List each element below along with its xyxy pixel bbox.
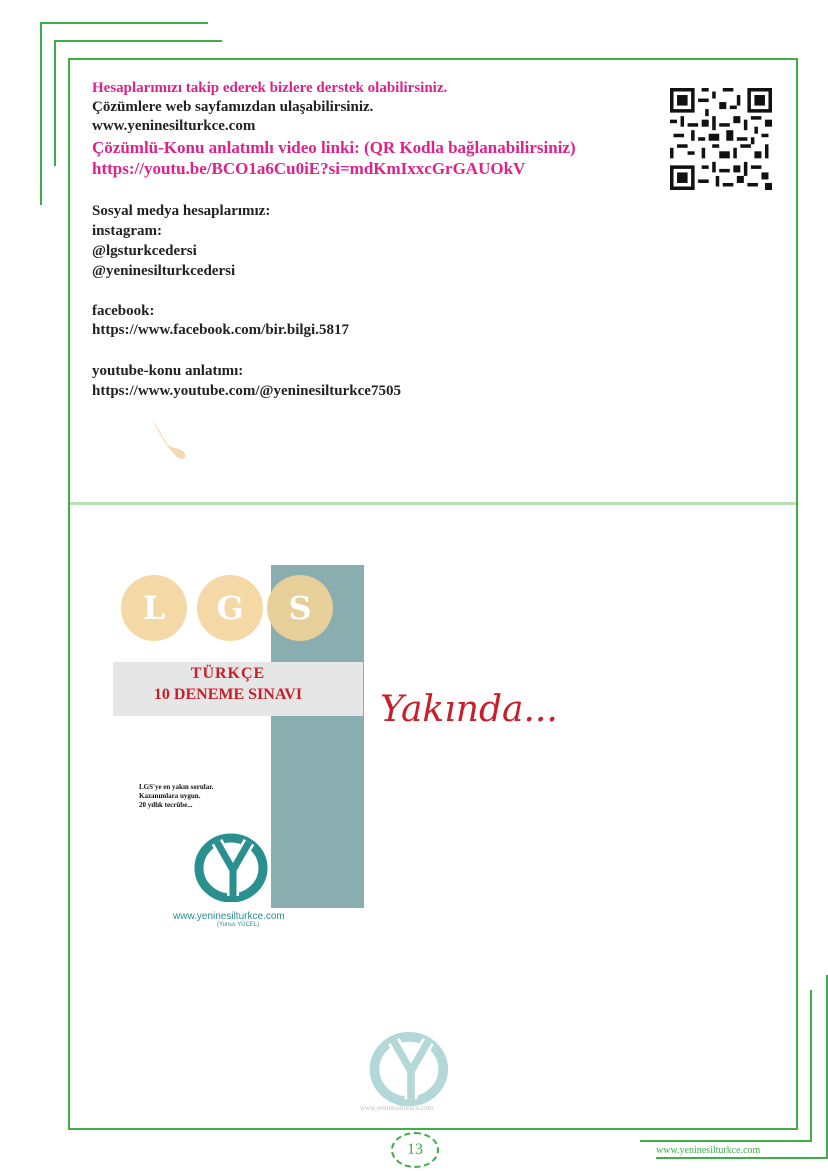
leaf-icon bbox=[148, 416, 192, 462]
facebook-link[interactable]: https://www.facebook.com/bir.bilgi.5817 bbox=[92, 322, 349, 338]
page-number: 13 bbox=[391, 1132, 439, 1168]
frame-outer-left-top bbox=[40, 22, 42, 205]
frame-bottom-outer bbox=[656, 1157, 828, 1159]
youtube-link[interactable]: https://www.youtube.com/@yeninesilturkce7505 bbox=[92, 383, 401, 399]
cover-letter-g: G bbox=[197, 575, 263, 641]
cover-title: TÜRKÇE bbox=[190, 665, 266, 682]
cover-author: (Yunus YÜCEL) bbox=[217, 922, 260, 928]
instagram-handle-1[interactable]: @lgsturkcedersi bbox=[92, 243, 197, 259]
facebook-label: facebook: bbox=[92, 303, 155, 319]
frame-right-short bbox=[810, 990, 812, 1140]
qr-code[interactable] bbox=[670, 88, 772, 190]
cover-tagline: LGS'ye en yakın sorular. Kazanımlara uygun. 20 yıllık tecrübe... bbox=[139, 783, 214, 809]
frame-outer-top bbox=[40, 22, 208, 24]
frame-inner-top-short bbox=[54, 40, 222, 42]
frame-inner-left-short bbox=[54, 40, 56, 166]
cover-letter-l: L bbox=[121, 575, 187, 641]
video-link-label: Çözümlü-Konu anlatımlı video linki: (QR Kodla bağlanabilirsiniz) bbox=[92, 138, 576, 157]
cover-url: www.yeninesilturkce.com bbox=[173, 911, 285, 922]
frame-bottom-short bbox=[640, 1140, 812, 1142]
instagram-label: instagram: bbox=[92, 223, 162, 239]
website-link[interactable]: www.yeninesilturkce.com bbox=[92, 118, 256, 134]
watermark-logo-icon bbox=[368, 1028, 454, 1106]
cover-subtitle: 10 DENEME SINAVI bbox=[153, 686, 303, 703]
section-separator bbox=[70, 502, 796, 505]
coming-soon-text: Yakında... bbox=[380, 689, 558, 730]
solutions-text: Çözümlere web sayfamızdan ulaşabilirsiniz. bbox=[92, 99, 374, 115]
book-cover[interactable] bbox=[113, 562, 365, 942]
follow-text: Hesaplarımızı takip ederek bizlere derstek olabilirsiniz. bbox=[92, 80, 448, 96]
video-link-url[interactable]: https://youtu.be/BCO1a6Cu0iE?si=mdKmIxxcGrGAUOkV bbox=[92, 159, 526, 178]
social-heading: Sosyal medya hesaplarımız: bbox=[92, 203, 271, 219]
cover-letter-s: S bbox=[267, 575, 333, 641]
instagram-handle-2[interactable]: @yeninesilturkcedersi bbox=[92, 263, 236, 279]
youtube-label: youtube-konu anlatımı: bbox=[92, 363, 244, 379]
watermark-url: www.yeninesilturkce.com bbox=[360, 1104, 434, 1112]
y-logo-icon bbox=[193, 830, 273, 902]
footer-url[interactable]: www.yeninesilturkce.com bbox=[656, 1145, 761, 1156]
